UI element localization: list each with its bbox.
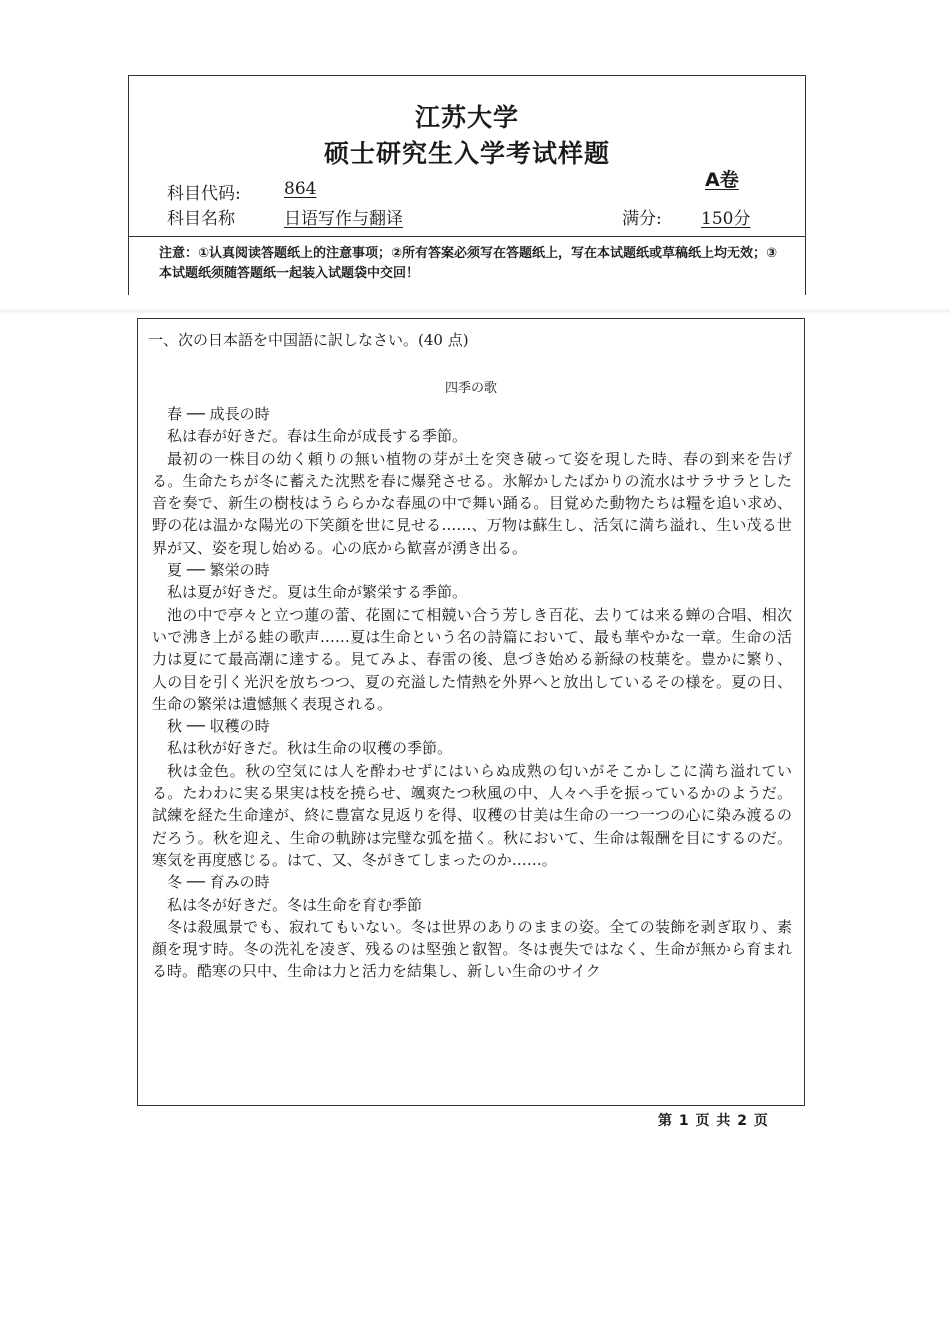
- page-number: 第 1 页 共 2 页: [658, 1113, 769, 1129]
- university-name: 江苏大学: [414, 103, 519, 132]
- exam-notice: 注意：①认真阅读答题纸上的注意事项；②所有答案必须写在答题纸上，写在本试题纸或草稿纸上均无效；③本试题纸须随答题纸一起装入试题袋中交回！: [159, 246, 778, 281]
- summer-paragraph: 池の中で亭々と立つ蓮の蕾、花園にて相競い合う芳しき百花、去りては来る蝉の合唱、相次いで沸き上がる蛙の歌声……夏は生命という名の詩篇において、最も華やかな一章。生命の活力は夏にて最高潮に達する。見てみよ、春雷の後、息づき始める新緑の枝葉を。豊かに繁り、人の目を引く光沢を放ちつつ、夏の充溢した情熱を外界へと放出しているその様を。夏の日、生命の繁栄は遺憾無く表現される。: [152, 605, 792, 713]
- subject-name: 日语写作与翻译: [284, 209, 403, 229]
- winter-heading: 冬 ── 育みの時: [167, 873, 270, 892]
- exam-title: 硕士研究生入学考试样题: [323, 139, 610, 168]
- summer-heading: 夏 ── 繁栄の時: [167, 561, 270, 580]
- autumn-heading: 秋 ── 収穫の時: [167, 717, 270, 736]
- autumn-line: 私は秋が好きだ。秋は生命の収穫の季節。: [167, 739, 453, 758]
- winter-line: 私は冬が好きだ。冬は生命を育む季節: [167, 895, 423, 914]
- summer-line: 私は夏が好きだ。夏は生命が繁栄する季節。: [167, 583, 468, 602]
- exam-header: [128, 75, 806, 295]
- full-score-label: 满分:: [622, 209, 662, 229]
- autumn-paragraph: 秋は金色。秋の空気には人を酔わせずにはいらぬ成熟の匂いがそこかしこに満ち溢れている。たわわに実る果実は枝を撓らせ、颯爽たつ秋風の中、人々へ手を振っているかのようだ。試練を経た生命達が、終に豊富な見返りを得、収穫の甘美は生命の一つ一つの心に染み渡るのだろう。秋を迎え、生命の軌跡は完璧な弧を描く。秋において、生命は報酬を目にするのだ。寒気を再度感じる。はて、又、冬がきてしまったのか……。: [152, 761, 792, 869]
- subject-code: 864: [284, 179, 317, 199]
- spring-paragraph: 最初の一株目の幼く頼りの無い植物の芽が土を突き破って姿を現した時、春の到来を告げる。生命たちが冬に蓄えた沈黙を春に爆発させる。氷解かしたばかりの流水はサラサラとした音を奏で、新生の樹枝はうららかな春風の中で舞い踊る。目覚めた動物たちは糧を追い求め、野の花は温かな陽光の下笑顔を世に見せる……、万物は蘇生し、活気に満ち溢れ、生い茂る世界が又、姿を現し始める。心の底から歓喜が湧き出る。: [152, 449, 792, 557]
- subject-code-label: 科目代码:: [167, 184, 241, 204]
- header-divider: [129, 236, 805, 237]
- spring-line: 私は春が好きだ。春は生命が成長する季節。: [167, 427, 468, 446]
- passage: [152, 403, 792, 983]
- paper-version: A卷: [705, 169, 739, 191]
- poem-title: 四季の歌: [444, 381, 497, 396]
- question-title: 一、次の日本語を中国語に訳しなさい。(40 点): [148, 331, 469, 349]
- winter-paragraph: 冬は殺風景でも、寂れてもいない。冬は世界のありのままの姿。全ての装飾を剥ぎ取り、素顔を現す時。冬の洗礼を凌ぎ、残るのは堅強と叡智。冬は喪失ではなく、生命が無から育まれる時。酷寒の只中、生命は力と活力を結集し、新しい生命のサイク: [152, 917, 792, 981]
- question-box: [137, 318, 805, 1106]
- page-fold: [0, 308, 950, 314]
- spring-heading: 春 ── 成長の時: [167, 405, 270, 423]
- full-score: 150分: [701, 209, 751, 229]
- subject-name-label: 科目名称: [167, 209, 235, 229]
